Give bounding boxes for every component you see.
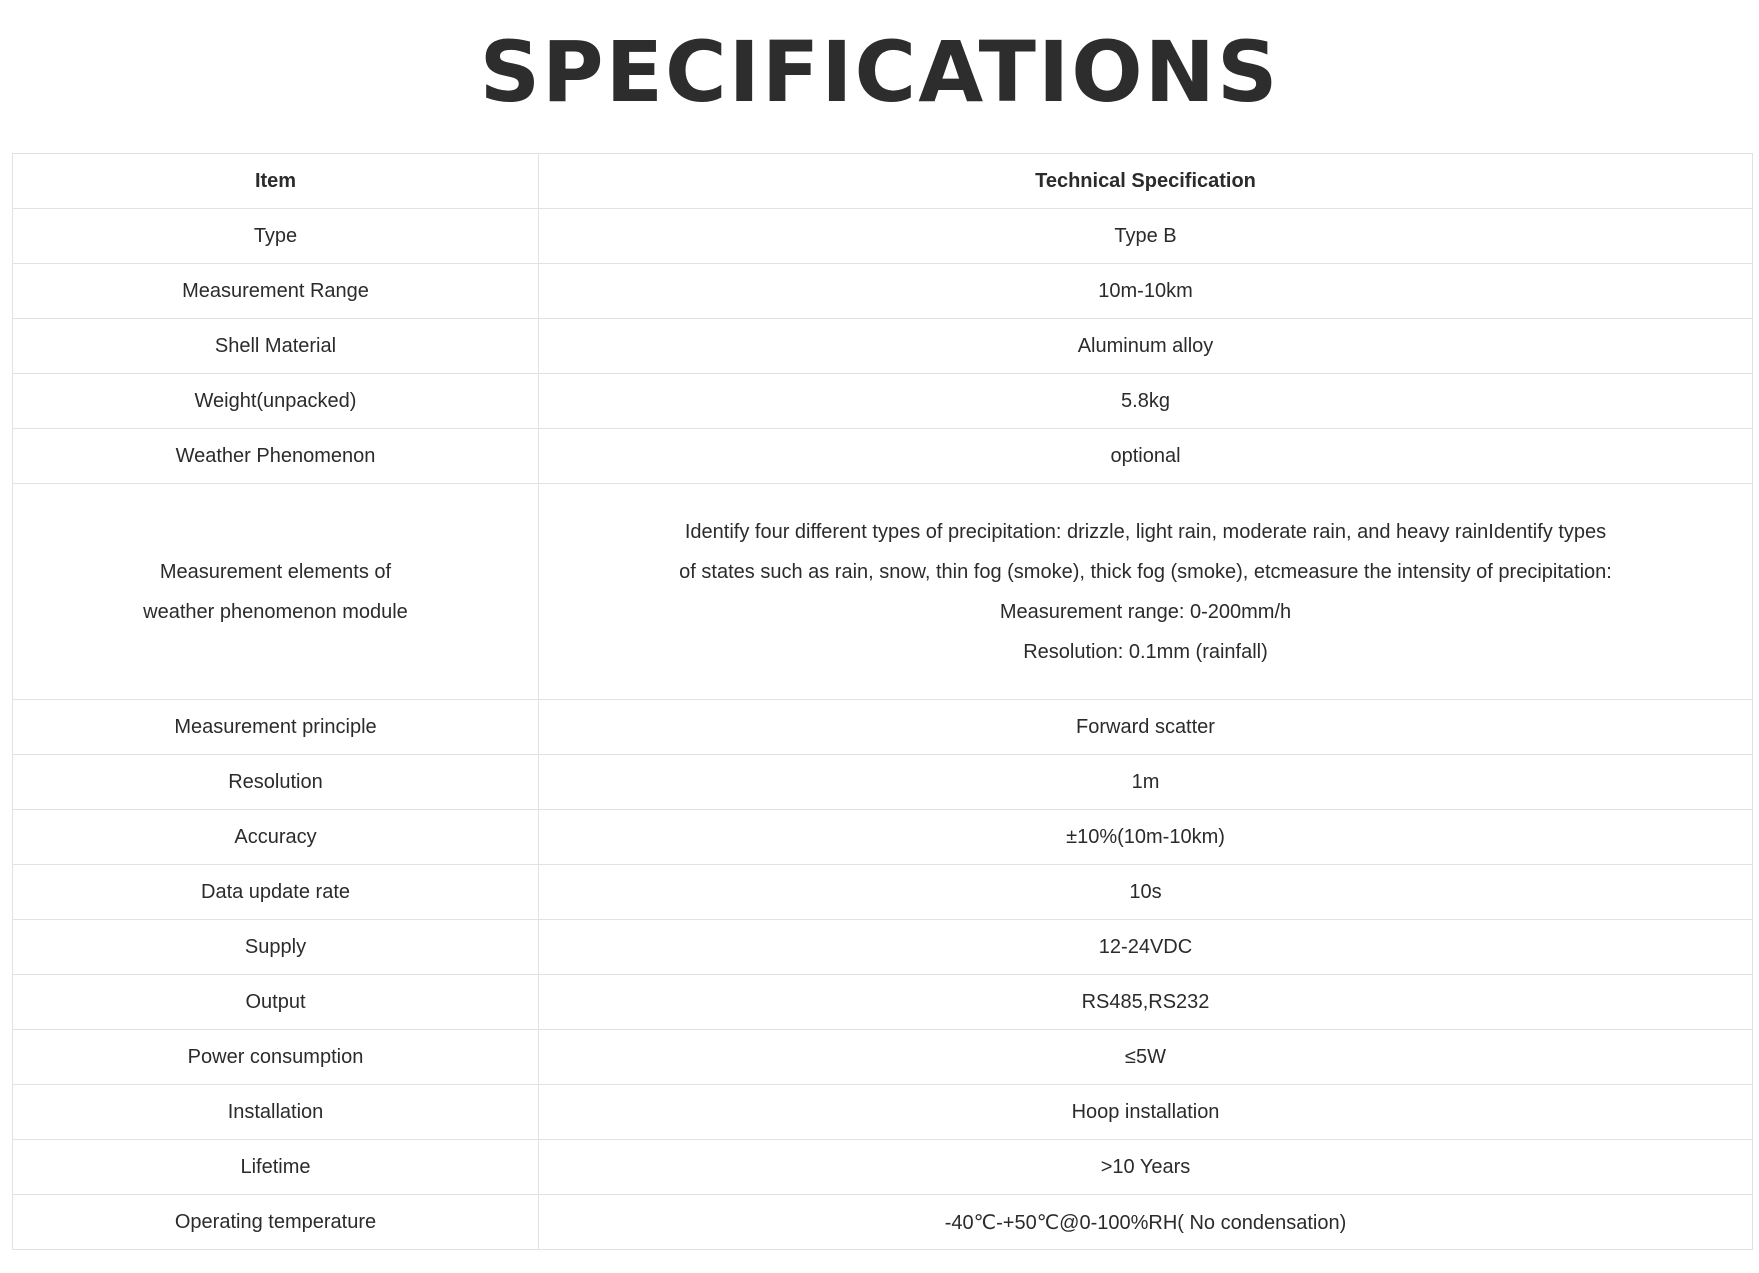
item-cell: Power consumption: [13, 1030, 539, 1085]
item-cell: Lifetime: [13, 1140, 539, 1195]
table-row: [13, 700, 1753, 755]
value-cell: RS485,RS232: [539, 975, 1753, 1030]
item-cell: Operating temperature: [13, 1195, 539, 1250]
value-cell: 10m-10km: [539, 264, 1753, 319]
table-row: [13, 319, 1753, 374]
item-cell: Weight(unpacked): [13, 374, 539, 429]
table-row: [13, 1030, 1753, 1085]
table-row: [13, 1195, 1753, 1250]
value-cell: ≤5W: [539, 1030, 1753, 1085]
page-title: SPECIFICATIONS: [479, 23, 1280, 121]
item-cell: Measurement Range: [13, 264, 539, 319]
item-cell: Resolution: [13, 755, 539, 810]
table-row: [13, 975, 1753, 1030]
value-cell: 5.8kg: [539, 374, 1753, 429]
item-cell: Installation: [13, 1085, 539, 1140]
value-cell: Type B: [539, 209, 1753, 264]
value-cell: Hoop installation: [539, 1085, 1753, 1140]
value-cell: ±10%(10m-10km): [539, 810, 1753, 865]
item-text: Measurement elements of weather phenomenon module: [143, 560, 408, 623]
item-cell: Type: [13, 209, 539, 264]
item-cell: [13, 484, 539, 700]
item-cell: Measurement principle: [13, 700, 539, 755]
table-row: [13, 484, 1753, 700]
value-cell: >10 Years: [539, 1140, 1753, 1195]
table-row: [13, 810, 1753, 865]
value-text-block: [676, 512, 1616, 672]
value-cell: 12-24VDC: [539, 920, 1753, 975]
value-cell: optional: [539, 429, 1753, 484]
table-row: [13, 374, 1753, 429]
item-cell: Accuracy: [13, 810, 539, 865]
value-cell: [539, 484, 1753, 700]
item-cell: Supply: [13, 920, 539, 975]
table-row: [13, 755, 1753, 810]
value-line: Resolution: 0.1mm (rainfall): [1023, 640, 1268, 663]
item-cell: Output: [13, 975, 539, 1030]
value-cell: -40℃-+50℃@0-100%RH( No condensation): [539, 1195, 1753, 1250]
table-row: [13, 1085, 1753, 1140]
value-cell: Aluminum alloy: [539, 319, 1753, 374]
item-cell: Data update rate: [13, 865, 539, 920]
value-cell: 10s: [539, 865, 1753, 920]
table-row: [13, 1140, 1753, 1195]
value-cell: 1m: [539, 755, 1753, 810]
item-cell: Shell Material: [13, 319, 539, 374]
value-line: Identify four different types of precipitation: drizzle, light rain, moderate rain, and heavy rainIdentify types of states such as rain, snow, thin fog (smoke), thick fog (smoke), etcmeasure the intensity of precipitation:: [679, 520, 1612, 583]
table-row: [13, 920, 1753, 975]
item-cell: Weather Phenomenon: [13, 429, 539, 484]
table-row: [13, 264, 1753, 319]
column-header-item: Item: [13, 154, 539, 209]
table-header-row: [13, 154, 1753, 209]
value-cell: Forward scatter: [539, 700, 1753, 755]
specifications-table: [12, 153, 1753, 1250]
table-row: [13, 429, 1753, 484]
value-line: Measurement range: 0-200mm/h: [999, 600, 1292, 623]
column-header-technical-specification: Technical Specification: [539, 154, 1753, 209]
table-row: [13, 865, 1753, 920]
table-row: [13, 209, 1753, 264]
